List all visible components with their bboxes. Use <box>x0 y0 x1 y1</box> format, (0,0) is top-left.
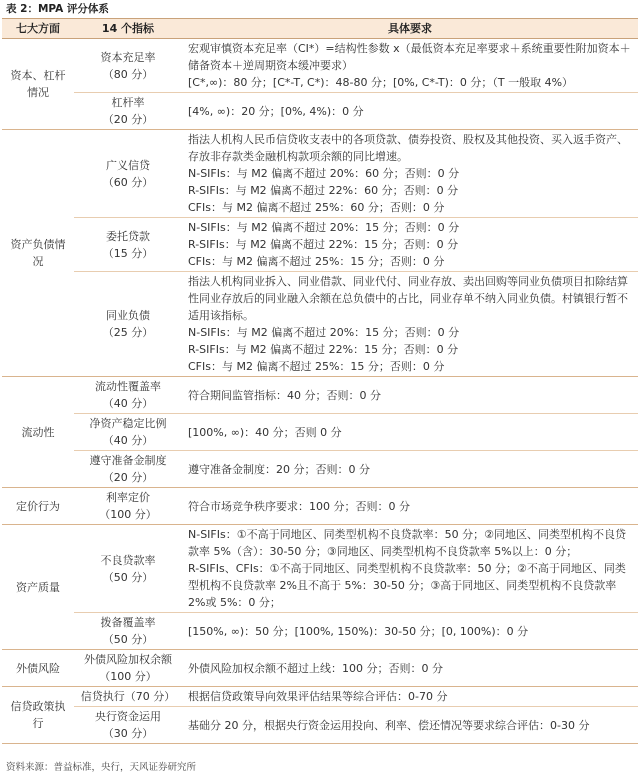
table-row <box>2 650 638 687</box>
mpa-score-table <box>2 18 638 744</box>
indicator-cell <box>74 414 182 451</box>
requirement-line: 遵守准备金制度：20 分；否则：0 分 <box>188 462 370 476</box>
requirement-cell <box>182 414 638 451</box>
requirement-line: 宏观审慎资本充足率（CI*）=结构性参数 x（最低资本充足率要求＋系统重要性附加资本＋储备资本＋逆周期资本缓冲要求） <box>188 42 631 72</box>
table-row <box>2 93 638 130</box>
requirement-cell <box>182 218 638 272</box>
table-header-row <box>2 19 638 39</box>
indicator-name: 净资产稳定比例 <box>89 417 167 430</box>
requirement-line: R-SIFIs：与 M2 偏离不超过 22%：60 分；否则：0 分 <box>188 184 459 197</box>
requirement-line: R-SIFIs：与 M2 偏离不超过 22%：15 分；否则：0 分 <box>188 343 459 356</box>
requirement-line: N-SIFIs：与 M2 偏离不超过 20%：15 分；否则：0 分 <box>188 221 460 234</box>
indicator-name: 委托贷款 <box>106 229 150 243</box>
source-note: 资料来源：普益标准，央行，天风证券研究所 <box>6 762 197 773</box>
indicator-score: （20 分） <box>102 471 154 484</box>
table-row <box>2 613 638 650</box>
table-row <box>2 687 638 707</box>
table-row <box>2 272 638 377</box>
requirement-line: [4%, ∞)：20 分；[0%, 4%)：0 分 <box>188 104 364 118</box>
indicator-name: 央行资金运用 <box>95 710 161 723</box>
requirement-line: [150%, ∞)：50 分；[100%, 150%)：30-50 分；[0, 100%)：0 分 <box>188 624 529 638</box>
dimension-cell: 资本、杠杆情况 <box>2 39 74 130</box>
requirement-line: 外债风险加权余额不超过上线：100 分；否则：0 分 <box>188 661 443 675</box>
indicator-cell <box>74 39 182 93</box>
indicator-name: 广义信贷 <box>106 158 150 172</box>
requirement-line: 基础分 20 分，根据央行资金运用投向、利率、偿还情况等要求综合评估：0-30 分 <box>188 718 590 732</box>
indicator-score: （60 分） <box>102 175 154 189</box>
indicator-score: （20 分） <box>102 113 154 126</box>
indicator-cell <box>74 687 182 707</box>
requirement-cell <box>182 525 638 613</box>
dimension-cell: 资产质量 <box>2 525 74 650</box>
indicator-name: 不良贷款率 <box>100 553 156 567</box>
table-row <box>2 39 638 93</box>
requirement-line: N-SIFIs：与 M2 偏离不超过 20%：15 分；否则：0 分 <box>188 326 460 339</box>
indicator-score: （50 分） <box>102 570 154 584</box>
requirement-line: N-SIFIs：与 M2 偏离不超过 20%：60 分；否则：0 分 <box>188 167 460 180</box>
requirement-line: 符合期间监管指标：40 分；否则：0 分 <box>188 388 381 402</box>
requirement-cell <box>182 130 638 218</box>
requirement-line: 根据信贷政策导向效果评估结果等综合评估：0-70 分 <box>188 690 448 703</box>
dimension-cell: 外债风险 <box>2 650 74 687</box>
indicator-cell <box>74 451 182 488</box>
indicator-name: 利率定价 <box>106 491 150 504</box>
requirement-cell <box>182 93 638 130</box>
table-caption: 表 2：MPA 评分体系 <box>6 3 109 15</box>
table-row <box>2 451 638 488</box>
indicator-cell <box>74 93 182 130</box>
requirement-cell <box>182 687 638 707</box>
dimension-cell: 信贷政策执行 <box>2 687 74 744</box>
indicator-name: 拨备覆盖率 <box>100 616 156 629</box>
indicator-cell <box>74 650 182 687</box>
requirement-line: R-SIFIs：与 M2 偏离不超过 22%：15 分；否则：0 分 <box>188 238 459 251</box>
indicator-score: （100 分） <box>99 670 157 683</box>
table-row <box>2 377 638 414</box>
indicator-cell <box>74 707 182 744</box>
indicator-score: （25 分） <box>102 326 154 339</box>
requirement-cell <box>182 650 638 687</box>
table-row <box>2 488 638 525</box>
indicator-score: （50 分） <box>102 633 154 646</box>
indicator-name: 流动性覆盖率 <box>95 380 161 393</box>
requirement-cell <box>182 707 638 744</box>
dimension-cell: 资产负债情况 <box>2 130 74 377</box>
requirement-line: CFIs：与 M2 偏离不超过 25%：60 分；否则：0 分 <box>188 201 445 214</box>
requirement-line: CFIs：与 M2 偏离不超过 25%：15 分；否则：0 分 <box>188 360 445 373</box>
table-row <box>2 707 638 744</box>
indicator-name: 外债风险加权余额 <box>84 653 172 666</box>
table-row <box>2 525 638 613</box>
indicator-score: （30 分） <box>102 727 154 740</box>
indicator-name: 资本充足率 <box>100 50 156 64</box>
requirement-cell <box>182 377 638 414</box>
indicator-cell <box>74 272 182 377</box>
indicator-name: 信贷执行（70 分） <box>80 690 176 703</box>
indicator-cell <box>74 488 182 525</box>
requirement-line: 符合市场竞争秩序要求：100 分；否则：0 分 <box>188 499 410 513</box>
dimension-cell: 流动性 <box>2 377 74 488</box>
requirement-cell <box>182 451 638 488</box>
table-row <box>2 218 638 272</box>
requirement-line: 指法人机构人民币信贷收支表中的各项贷款、债券投资、股权及其他投资、买入返手资产、存放非存款类金融机构款项余额的同比增速。 <box>188 133 628 163</box>
indicator-name: 同业负债 <box>106 309 150 322</box>
indicator-cell <box>74 613 182 650</box>
dimension-cell: 定价行为 <box>2 488 74 525</box>
indicator-score: （100 分） <box>99 508 157 521</box>
table-row <box>2 414 638 451</box>
requirement-cell <box>182 272 638 377</box>
indicator-score: （40 分） <box>102 434 154 447</box>
header-requirement: 具体要求 <box>182 19 638 39</box>
requirement-cell <box>182 613 638 650</box>
requirement-line: [100%, ∞)：40 分；否则 0 分 <box>188 425 342 439</box>
requirement-line: [C*,∞)：80 分；[C*-T, C*)：48-80 分；[0%, C*-T)：0 分；（T 一般取 4%） <box>188 76 574 89</box>
header-dimension: 七大方面 <box>2 19 74 39</box>
indicator-score: （80 分） <box>102 67 154 81</box>
indicator-name: 遵守准备金制度 <box>89 454 167 467</box>
indicator-score: （15 分） <box>102 246 154 260</box>
table-body <box>2 39 638 744</box>
header-indicator: 14 个指标 <box>74 19 182 39</box>
requirement-line: CFIs：与 M2 偏离不超过 25%：15 分；否则：0 分 <box>188 255 445 268</box>
indicator-cell <box>74 525 182 613</box>
indicator-cell <box>74 218 182 272</box>
requirement-cell <box>182 488 638 525</box>
table-row <box>2 130 638 218</box>
requirement-line: N-SIFIs：①不高于同地区、同类型机构不良贷款率：50 分；②同地区、同类型机构不良贷款率 5%（含）：30-50 分；③同地区、同类型机构不良贷款率 5%以上：0 分； <box>188 528 626 558</box>
indicator-score: （40 分） <box>102 397 154 410</box>
indicator-cell <box>74 130 182 218</box>
indicator-cell <box>74 377 182 414</box>
requirement-line: R-SIFIs、CFIs：①不高于同地区、同类型机构不良贷款率：50 分；②不高于同地区、同类型机构不良贷款率 2%且不高于 5%：30-50 分；③高于同地区、同类型机构不良贷款率 2%或 5%：0 分； <box>188 562 626 609</box>
indicator-name: 杠杆率 <box>111 96 145 109</box>
requirement-line: 指法人机构同业拆入、同业借款、同业代付、同业存放、卖出回购等同业负债项目扣除结算性同业存放后的同业融入余额在总负债中的占比，同业存单不纳入同业负债。村镇银行暂不适用该指标。 <box>188 275 628 322</box>
requirement-cell <box>182 39 638 93</box>
